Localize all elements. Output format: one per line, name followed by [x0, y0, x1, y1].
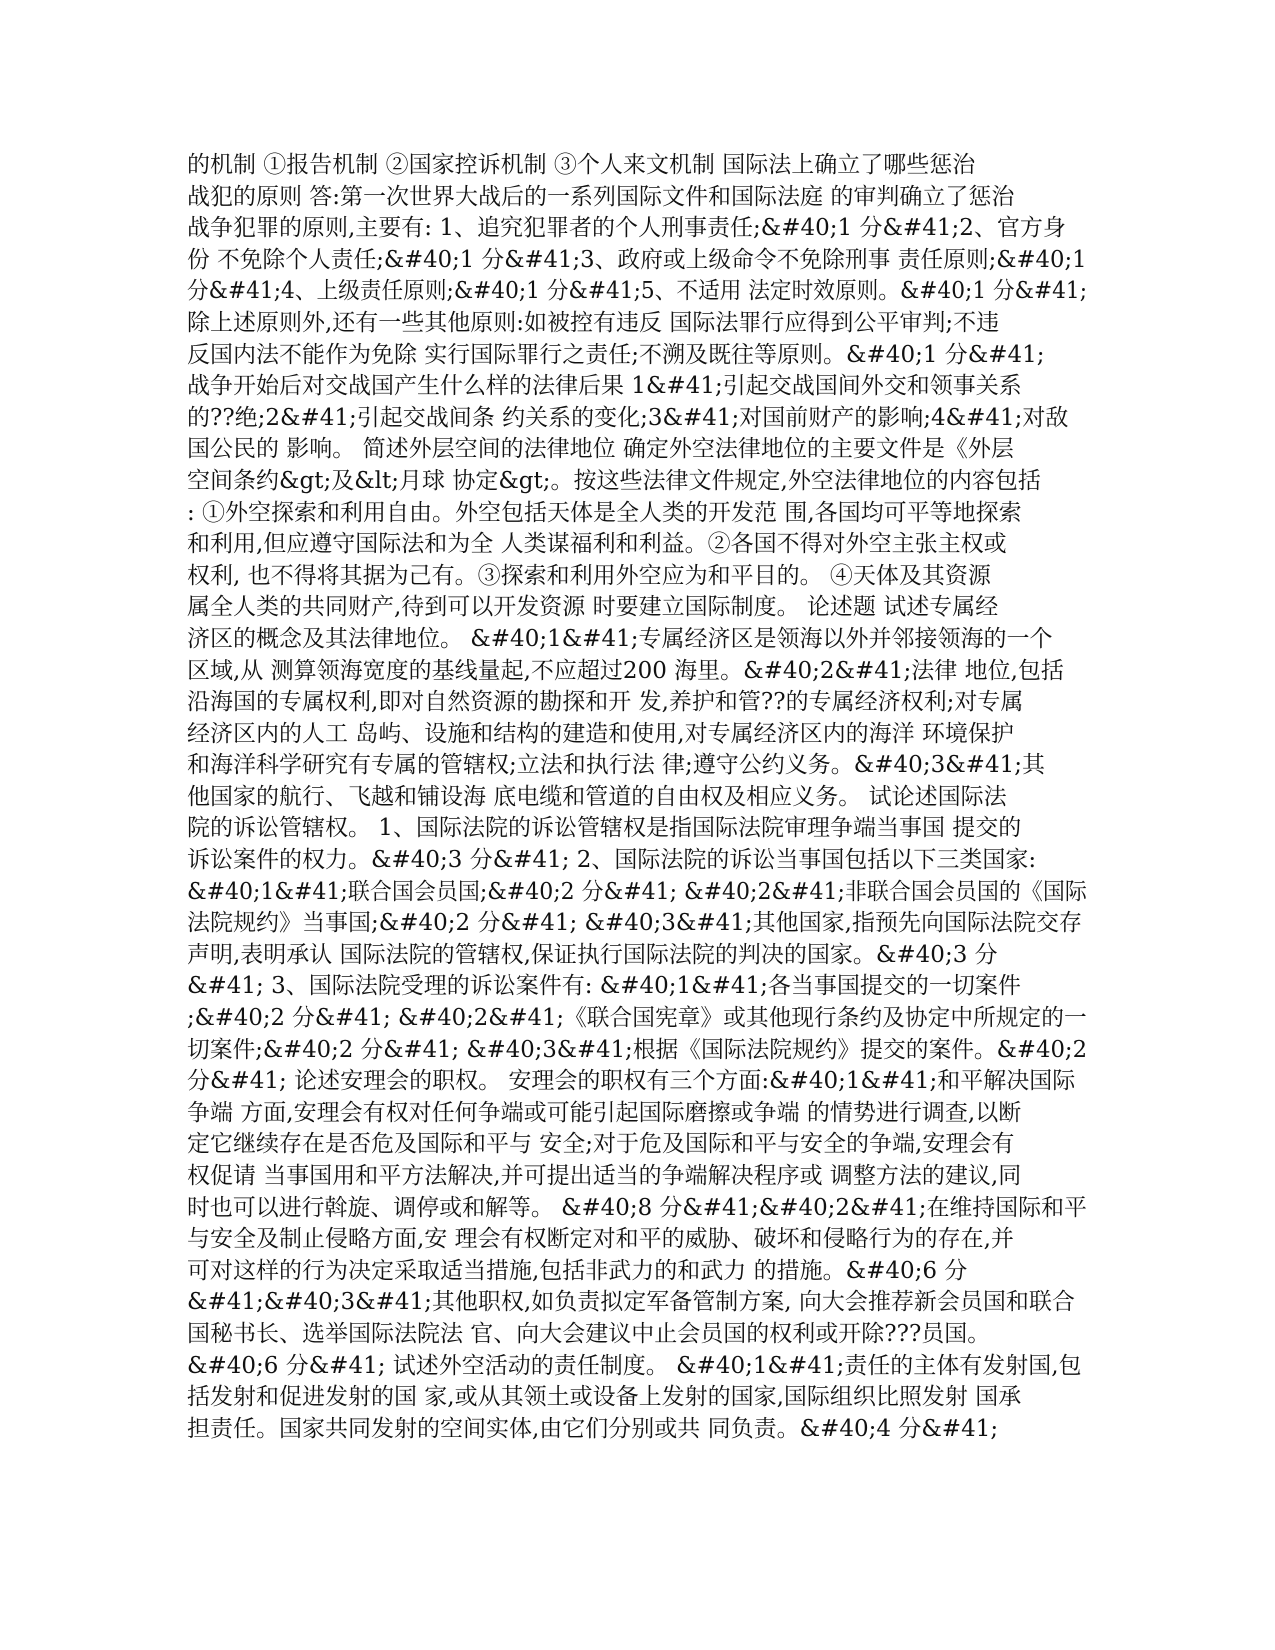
text-line: 空间条约&gt;及&lt;月球 协定&gt;。按这些法律文件规定,外空法律地位的内容包括 — [187, 467, 1041, 494]
text-line: 沿海国的专属权利,即对自然资源的勘探和开 发,养护和管??的专属经济权利;对专属 — [187, 689, 1024, 716]
text-line: 反国内法不能作为免除 实行国际罪行之责任;不溯及既往等原则。&#40;1 分&#41; — [187, 341, 1045, 368]
text-line: 与安全及制止侵略方面,安 理会有权断定对和平的威胁、破坏和侵略行为的存在,并 — [187, 1226, 1014, 1253]
text-line: 属全人类的共同财产,待到可以开发资源 时要建立国际制度。 论述题 试述专属经 — [187, 594, 999, 621]
text-line: 院的诉讼管辖权。 1、国际法院的诉讼管辖权是指国际法院审理争端当事国 提交的 — [187, 815, 1022, 842]
text-line: 国公民的 影响。 简述外层空间的法律地位 确定外空法律地位的主要文件是《外层 — [187, 436, 1014, 463]
text-line: 除上述原则外,还有一些其他原则:如被控有违反 国际法罪行应得到公平审判;不违 — [187, 309, 1000, 336]
text-line: 和海洋科学研究有专属的管辖权;立法和执行法 律;遵守公约义务。&#40;3&#41;其 — [187, 752, 1045, 779]
text-line: 经济区内的人工 岛屿、设施和结构的建造和使用,对专属经济区内的海洋 环境保护 — [187, 720, 1014, 747]
text-line: 他国家的航行、飞越和铺设海 底电缆和管道的自由权及相应义务。 试论述国际法 — [187, 783, 1007, 810]
text-line: 权利, 也不得将其据为己有。③探索和利用外空应为和平目的。 ④天体及其资源 — [187, 562, 991, 589]
text-line: 括发射和促进发射的国 家,或从其领土或设备上发射的国家,国际组织比照发射 国承 — [187, 1384, 1022, 1411]
text-line: 诉讼案件的权力。&#40;3 分&#41; 2、国际法院的诉讼当事国包括以下三类国家: — [187, 847, 1037, 874]
text-line: 法院规约》当事国;&#40;2 分&#41; &#40;3&#41;其他国家,指预先向国际法院交存 — [187, 910, 1082, 937]
text-line: : ①外空探索和利用自由。外空包括天体是全人类的开发范 围,各国均可平等地探索 — [187, 499, 1022, 526]
text-line: 分&#41;4、上级责任原则;&#40;1 分&#41;5、不适用 法定时效原则。&#40;1 分&#41; — [187, 278, 1088, 305]
text-line: 分&#41; 论述安理会的职权。 安理会的职权有三个方面:&#40;1&#41;和平解决国际 — [187, 1068, 1076, 1095]
text-line: 和利用,但应遵守国际法和为全 人类谋福利和利益。②各国不得对外空主张主权或 — [187, 531, 1007, 558]
text-line: &#41; 3、国际法院受理的诉讼案件有: &#40;1&#41;各当事国提交的一切案件 — [187, 973, 1021, 1000]
text-line: 切案件;&#40;2 分&#41; &#40;3&#41;根据《国际法院规约》提交的案件。&#40;2 — [187, 1036, 1088, 1063]
text-line: 战争开始后对交战国产生什么样的法律后果 1&#41;引起交战国间外交和领事关系 — [187, 373, 1022, 400]
text-line: ;&#40;2 分&#41; &#40;2&#41;《联合国宪章》或其他现行条约及协定中所规定的一 — [187, 1005, 1087, 1032]
text-line: 声明,表明承认 国际法院的管辖权,保证执行国际法院的判决的国家。&#40;3 分 — [187, 941, 998, 968]
text-line: 国秘书长、选举国际法院法 官、向大会建议中止会员国的权利或开除???员国。 — [187, 1320, 991, 1347]
text-line: 的机制 ①报告机制 ②国家控诉机制 ③个人来文机制 国际法上确立了哪些惩治 — [187, 152, 976, 178]
text-line: &#41;&#40;3&#41;其他职权,如负责拟定军备管制方案, 向大会推荐新会员国和联合 — [187, 1289, 1075, 1316]
text-line: 的??绝;2&#41;引起交战间条 约关系的变化;3&#41;对国前财产的影响;4&#41;对敌 — [187, 404, 1069, 431]
text-line: 定它继续存在是否危及国际和平与 安全;对于危及国际和平与安全的争端,安理会有 — [187, 1131, 1015, 1158]
text-line: 可对这样的行为决定采取适当措施,包括非武力的和武力 的措施。&#40;6 分 — [187, 1257, 968, 1284]
text-line: 区域,从 测算领海宽度的基线量起,不应超过200 海里。&#40;2&#41;法律 地位,包括 — [187, 657, 1064, 684]
text-line: 份 不免除个人责任;&#40;1 分&#41;3、政府或上级命令不免除刑事 责任原则;&#40;1 — [187, 246, 1087, 273]
text-line: 战争犯罪的原则,主要有: 1、追究犯罪者的个人刑事责任;&#40;1 分&#41;2、官方身 — [187, 215, 1066, 242]
text-line: 时也可以进行斡旋、调停或和解等。 &#40;8 分&#41;&#40;2&#41;在维持国际和平 — [187, 1194, 1087, 1221]
text-line: &#40;1&#41;联合国会员国;&#40;2 分&#41; &#40;2&#41;非联合国会员国的《国际 — [187, 878, 1087, 905]
text-line: 权促请 当事国用和平方法解决,并可提出适当的争端解决程序或 调整方法的建议,同 — [187, 1163, 1022, 1189]
text-line: 担责任。国家共同发射的空间实体,由它们分别或共 同负责。&#40;4 分&#41; — [187, 1415, 999, 1442]
text-line: 争端 方面,安理会有权对任何争端或可能引起国际磨擦或争端 的情势进行调查,以断 — [187, 1099, 1022, 1126]
text-line: 济区的概念及其法律地位。 &#40;1&#41;专属经济区是领海以外并邻接领海的一个 — [187, 625, 1053, 652]
body-text — [187, 150, 1087, 1445]
text-line: &#40;6 分&#41; 试述外空活动的责任制度。 &#40;1&#41;责任的主体有发射国,包 — [187, 1352, 1082, 1379]
text-line: 战犯的原则 答:第一次世界大战后的一系列国际文件和国际法庭 的审判确立了惩治 — [187, 183, 1015, 210]
